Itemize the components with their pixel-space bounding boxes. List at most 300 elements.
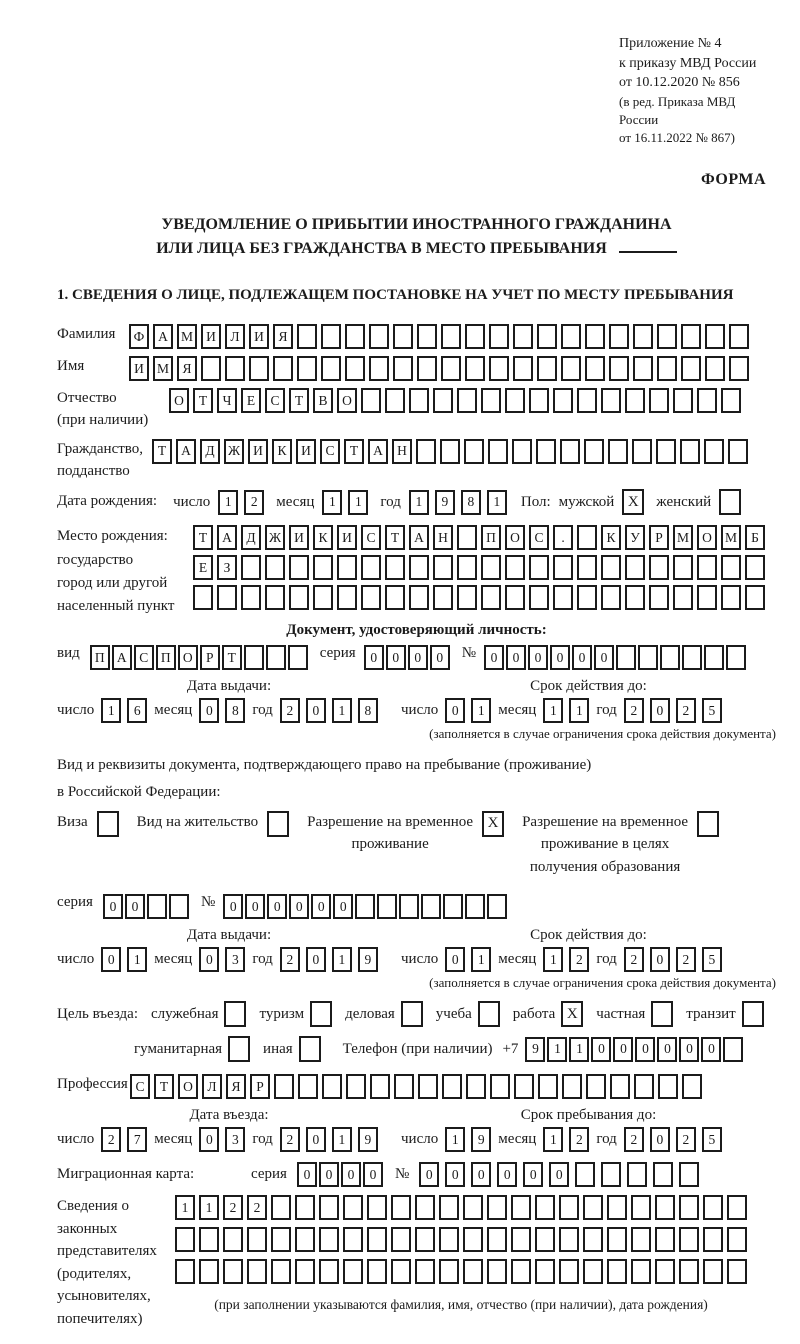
char-box[interactable]: Т xyxy=(193,388,213,413)
char-box[interactable] xyxy=(535,1227,555,1252)
char-box[interactable]: С xyxy=(130,1074,150,1099)
char-box[interactable] xyxy=(536,439,556,464)
char-box[interactable] xyxy=(583,1195,603,1220)
char-box[interactable] xyxy=(241,555,261,580)
char-box[interactable] xyxy=(322,1074,342,1099)
char-box[interactable] xyxy=(271,1195,291,1220)
char-box[interactable]: И xyxy=(337,525,357,550)
char-box[interactable]: И xyxy=(296,439,316,464)
char-box[interactable]: 2 xyxy=(280,1127,300,1152)
char-box[interactable] xyxy=(538,1074,558,1099)
char-box[interactable] xyxy=(481,388,501,413)
char-box[interactable] xyxy=(399,894,419,919)
char-box[interactable] xyxy=(369,324,389,349)
char-box[interactable] xyxy=(513,356,533,381)
char-box[interactable] xyxy=(463,1195,483,1220)
char-box[interactable]: 1 xyxy=(348,490,368,515)
char-box[interactable]: А xyxy=(368,439,388,464)
char-box[interactable]: 3 xyxy=(225,1127,245,1152)
char-box[interactable] xyxy=(553,585,573,610)
char-box[interactable] xyxy=(175,1259,195,1284)
char-box[interactable]: 0 xyxy=(572,645,592,670)
char-box[interactable] xyxy=(433,555,453,580)
char-box[interactable] xyxy=(562,1074,582,1099)
char-box[interactable]: О xyxy=(178,645,198,670)
char-box[interactable]: П xyxy=(481,525,501,550)
char-box[interactable]: В xyxy=(313,388,333,413)
char-box[interactable]: 9 xyxy=(358,1127,378,1152)
char-box[interactable] xyxy=(585,324,605,349)
char-box[interactable] xyxy=(391,1227,411,1252)
char-box[interactable] xyxy=(465,324,485,349)
char-box[interactable] xyxy=(705,356,725,381)
char-box[interactable] xyxy=(343,1259,363,1284)
char-box[interactable]: 0 xyxy=(497,1162,517,1187)
char-box[interactable] xyxy=(723,1037,743,1062)
char-box[interactable]: У xyxy=(625,525,645,550)
char-box[interactable] xyxy=(727,1195,747,1220)
char-box[interactable] xyxy=(682,645,702,670)
char-box[interactable]: Р xyxy=(649,525,669,550)
char-box[interactable] xyxy=(169,894,189,919)
char-box[interactable]: 5 xyxy=(702,1127,722,1152)
char-box[interactable] xyxy=(421,894,441,919)
purpose-option-checkbox[interactable] xyxy=(299,1036,321,1062)
char-box[interactable]: 0 xyxy=(333,894,353,919)
char-box[interactable] xyxy=(655,1195,675,1220)
char-box[interactable] xyxy=(638,645,658,670)
char-box[interactable] xyxy=(439,1259,459,1284)
char-box[interactable] xyxy=(487,1227,507,1252)
char-box[interactable] xyxy=(217,585,237,610)
char-box[interactable]: О xyxy=(697,525,717,550)
char-box[interactable]: 1 xyxy=(569,698,589,723)
char-box[interactable]: 1 xyxy=(543,698,563,723)
char-box[interactable] xyxy=(631,1259,651,1284)
char-box[interactable] xyxy=(361,585,381,610)
purpose-option-checkbox[interactable] xyxy=(742,1001,764,1027)
char-box[interactable] xyxy=(439,1227,459,1252)
char-box[interactable]: 0 xyxy=(364,645,384,670)
char-box[interactable]: 0 xyxy=(223,894,243,919)
char-box[interactable] xyxy=(726,645,746,670)
char-box[interactable] xyxy=(369,356,389,381)
char-box[interactable] xyxy=(271,1259,291,1284)
char-box[interactable]: 1 xyxy=(199,1195,219,1220)
char-box[interactable] xyxy=(415,1195,435,1220)
char-box[interactable] xyxy=(655,1259,675,1284)
char-box[interactable] xyxy=(537,356,557,381)
char-box[interactable]: 0 xyxy=(408,645,428,670)
char-box[interactable]: 0 xyxy=(419,1162,439,1187)
char-box[interactable]: И xyxy=(201,324,221,349)
char-box[interactable]: 0 xyxy=(386,645,406,670)
char-box[interactable] xyxy=(697,585,717,610)
char-box[interactable] xyxy=(391,1195,411,1220)
char-box[interactable] xyxy=(745,555,765,580)
char-box[interactable]: А xyxy=(112,645,132,670)
char-box[interactable] xyxy=(513,324,533,349)
char-box[interactable]: 2 xyxy=(223,1195,243,1220)
char-box[interactable] xyxy=(703,1259,723,1284)
char-box[interactable]: А xyxy=(176,439,196,464)
char-box[interactable] xyxy=(649,585,669,610)
char-box[interactable]: 0 xyxy=(445,1162,465,1187)
char-box[interactable] xyxy=(487,1195,507,1220)
char-box[interactable] xyxy=(265,555,285,580)
char-box[interactable] xyxy=(225,356,245,381)
char-box[interactable] xyxy=(673,555,693,580)
char-box[interactable]: 2 xyxy=(676,698,696,723)
char-box[interactable]: Я xyxy=(177,356,197,381)
purpose-option-checkbox[interactable] xyxy=(651,1001,673,1027)
char-box[interactable]: Т xyxy=(222,645,242,670)
char-box[interactable]: 1 xyxy=(543,1127,563,1152)
char-box[interactable]: 0 xyxy=(591,1037,611,1062)
char-box[interactable] xyxy=(745,585,765,610)
char-box[interactable] xyxy=(343,1227,363,1252)
char-box[interactable] xyxy=(201,356,221,381)
char-box[interactable] xyxy=(321,324,341,349)
char-box[interactable] xyxy=(575,1162,595,1187)
char-box[interactable]: А xyxy=(217,525,237,550)
visa-checkbox[interactable] xyxy=(97,811,119,837)
char-box[interactable]: Ж xyxy=(265,525,285,550)
char-box[interactable] xyxy=(361,388,381,413)
char-box[interactable] xyxy=(560,439,580,464)
char-box[interactable] xyxy=(439,1195,459,1220)
char-box[interactable] xyxy=(443,894,463,919)
char-box[interactable] xyxy=(457,555,477,580)
char-box[interactable] xyxy=(457,388,477,413)
char-box[interactable] xyxy=(440,439,460,464)
char-box[interactable] xyxy=(658,1074,678,1099)
char-box[interactable]: Е xyxy=(241,388,261,413)
char-box[interactable] xyxy=(442,1074,462,1099)
char-box[interactable] xyxy=(313,585,333,610)
char-box[interactable]: П xyxy=(90,645,110,670)
char-box[interactable] xyxy=(298,1074,318,1099)
char-box[interactable]: 2 xyxy=(280,947,300,972)
char-box[interactable] xyxy=(697,555,717,580)
char-box[interactable] xyxy=(345,324,365,349)
char-box[interactable] xyxy=(223,1259,243,1284)
char-box[interactable]: Н xyxy=(433,525,453,550)
char-box[interactable] xyxy=(584,439,604,464)
char-box[interactable] xyxy=(511,1227,531,1252)
char-box[interactable] xyxy=(489,356,509,381)
char-box[interactable]: 0 xyxy=(701,1037,721,1062)
char-box[interactable]: М xyxy=(177,324,197,349)
char-box[interactable] xyxy=(721,585,741,610)
char-box[interactable] xyxy=(288,645,308,670)
char-box[interactable] xyxy=(244,645,264,670)
char-box[interactable]: 0 xyxy=(528,645,548,670)
char-box[interactable]: 1 xyxy=(487,490,507,515)
char-box[interactable] xyxy=(487,1259,507,1284)
char-box[interactable]: Р xyxy=(200,645,220,670)
char-box[interactable] xyxy=(703,1195,723,1220)
char-box[interactable] xyxy=(512,439,532,464)
char-box[interactable] xyxy=(367,1259,387,1284)
char-box[interactable] xyxy=(241,585,261,610)
char-box[interactable]: Ф xyxy=(129,324,149,349)
char-box[interactable]: О xyxy=(337,388,357,413)
char-box[interactable] xyxy=(649,388,669,413)
char-box[interactable]: 1 xyxy=(569,1037,589,1062)
char-box[interactable] xyxy=(656,439,676,464)
char-box[interactable]: 0 xyxy=(484,645,504,670)
char-box[interactable] xyxy=(266,645,286,670)
char-box[interactable] xyxy=(697,388,717,413)
char-box[interactable] xyxy=(601,388,621,413)
char-box[interactable] xyxy=(625,388,645,413)
char-box[interactable]: К xyxy=(601,525,621,550)
char-box[interactable]: О xyxy=(178,1074,198,1099)
char-box[interactable] xyxy=(289,585,309,610)
char-box[interactable] xyxy=(559,1195,579,1220)
char-box[interactable]: 2 xyxy=(624,947,644,972)
char-box[interactable] xyxy=(355,894,375,919)
char-box[interactable] xyxy=(295,1227,315,1252)
char-box[interactable] xyxy=(441,356,461,381)
char-box[interactable]: 2 xyxy=(676,947,696,972)
purpose-option-checkbox[interactable] xyxy=(401,1001,423,1027)
char-box[interactable]: Д xyxy=(241,525,261,550)
char-box[interactable]: 0 xyxy=(125,894,145,919)
char-box[interactable] xyxy=(487,894,507,919)
char-box[interactable] xyxy=(417,356,437,381)
char-box[interactable] xyxy=(681,324,701,349)
char-box[interactable]: 6 xyxy=(127,698,147,723)
char-box[interactable] xyxy=(488,439,508,464)
char-box[interactable]: Т xyxy=(193,525,213,550)
char-box[interactable]: 7 xyxy=(127,1127,147,1152)
char-box[interactable] xyxy=(361,555,381,580)
char-box[interactable] xyxy=(367,1227,387,1252)
char-box[interactable] xyxy=(660,645,680,670)
char-box[interactable] xyxy=(586,1074,606,1099)
char-box[interactable] xyxy=(721,555,741,580)
char-box[interactable]: 0 xyxy=(549,1162,569,1187)
char-box[interactable] xyxy=(193,585,213,610)
char-box[interactable] xyxy=(625,555,645,580)
char-box[interactable] xyxy=(289,555,309,580)
char-box[interactable] xyxy=(321,356,341,381)
char-box[interactable] xyxy=(409,388,429,413)
char-box[interactable]: З xyxy=(217,555,237,580)
char-box[interactable]: 0 xyxy=(430,645,450,670)
char-box[interactable]: 0 xyxy=(594,645,614,670)
char-box[interactable]: 1 xyxy=(445,1127,465,1152)
char-box[interactable]: 0 xyxy=(319,1162,339,1187)
char-box[interactable] xyxy=(147,894,167,919)
char-box[interactable]: 1 xyxy=(543,947,563,972)
char-box[interactable]: 0 xyxy=(650,947,670,972)
char-box[interactable] xyxy=(415,1259,435,1284)
char-box[interactable] xyxy=(391,1259,411,1284)
char-box[interactable]: Я xyxy=(273,324,293,349)
char-box[interactable]: Н xyxy=(392,439,412,464)
char-box[interactable] xyxy=(433,388,453,413)
char-box[interactable]: И xyxy=(129,356,149,381)
char-box[interactable] xyxy=(607,1259,627,1284)
char-box[interactable] xyxy=(634,1074,654,1099)
char-box[interactable] xyxy=(559,1227,579,1252)
char-box[interactable]: Т xyxy=(152,439,172,464)
char-box[interactable]: Ж xyxy=(224,439,244,464)
char-box[interactable]: 0 xyxy=(635,1037,655,1062)
char-box[interactable]: М xyxy=(721,525,741,550)
char-box[interactable] xyxy=(319,1195,339,1220)
char-box[interactable]: 5 xyxy=(702,947,722,972)
char-box[interactable] xyxy=(394,1074,414,1099)
char-box[interactable] xyxy=(633,324,653,349)
char-box[interactable] xyxy=(625,585,645,610)
char-box[interactable] xyxy=(464,439,484,464)
char-box[interactable] xyxy=(601,1162,621,1187)
char-box[interactable]: А xyxy=(153,324,173,349)
char-box[interactable]: Т xyxy=(344,439,364,464)
char-box[interactable] xyxy=(529,555,549,580)
char-box[interactable] xyxy=(514,1074,534,1099)
char-box[interactable]: И xyxy=(249,324,269,349)
char-box[interactable]: 0 xyxy=(506,645,526,670)
char-box[interactable] xyxy=(729,324,749,349)
char-box[interactable] xyxy=(616,645,636,670)
purpose-option-checkbox[interactable]: X xyxy=(561,1001,583,1027)
char-box[interactable]: Ч xyxy=(217,388,237,413)
char-box[interactable] xyxy=(608,439,628,464)
char-box[interactable] xyxy=(681,356,701,381)
char-box[interactable]: 1 xyxy=(332,1127,352,1152)
char-box[interactable] xyxy=(657,324,677,349)
char-box[interactable]: 2 xyxy=(624,1127,644,1152)
char-box[interactable] xyxy=(727,1259,747,1284)
char-box[interactable]: 0 xyxy=(245,894,265,919)
char-box[interactable] xyxy=(609,356,629,381)
char-box[interactable]: 1 xyxy=(547,1037,567,1062)
char-box[interactable]: 1 xyxy=(409,490,429,515)
char-box[interactable] xyxy=(457,525,477,550)
char-box[interactable] xyxy=(561,356,581,381)
char-box[interactable]: О xyxy=(505,525,525,550)
char-box[interactable]: 8 xyxy=(461,490,481,515)
char-box[interactable] xyxy=(489,324,509,349)
char-box[interactable]: 0 xyxy=(306,947,326,972)
char-box[interactable]: 0 xyxy=(103,894,123,919)
char-box[interactable]: 1 xyxy=(471,698,491,723)
char-box[interactable] xyxy=(601,585,621,610)
char-box[interactable]: 1 xyxy=(101,698,121,723)
char-box[interactable]: 1 xyxy=(332,947,352,972)
char-box[interactable]: Т xyxy=(289,388,309,413)
char-box[interactable] xyxy=(680,439,700,464)
char-box[interactable]: . xyxy=(553,525,573,550)
char-box[interactable] xyxy=(247,1259,267,1284)
char-box[interactable]: С xyxy=(320,439,340,464)
char-box[interactable]: 1 xyxy=(471,947,491,972)
char-box[interactable] xyxy=(377,894,397,919)
char-box[interactable]: Б xyxy=(745,525,765,550)
char-box[interactable] xyxy=(577,555,597,580)
char-box[interactable] xyxy=(529,388,549,413)
char-box[interactable]: 1 xyxy=(332,698,352,723)
char-box[interactable]: С xyxy=(361,525,381,550)
char-box[interactable]: С xyxy=(265,388,285,413)
char-box[interactable] xyxy=(673,585,693,610)
char-box[interactable]: 3 xyxy=(225,947,245,972)
char-box[interactable]: 8 xyxy=(358,698,378,723)
char-box[interactable]: М xyxy=(153,356,173,381)
char-box[interactable] xyxy=(631,1195,651,1220)
char-box[interactable] xyxy=(271,1227,291,1252)
residence-permit-checkbox[interactable] xyxy=(267,811,289,837)
char-box[interactable] xyxy=(343,1195,363,1220)
char-box[interactable] xyxy=(535,1195,555,1220)
char-box[interactable]: 0 xyxy=(523,1162,543,1187)
char-box[interactable] xyxy=(511,1259,531,1284)
char-box[interactable] xyxy=(505,388,525,413)
char-box[interactable]: М xyxy=(673,525,693,550)
char-box[interactable]: 0 xyxy=(267,894,287,919)
char-box[interactable]: 1 xyxy=(127,947,147,972)
char-box[interactable]: 2 xyxy=(624,698,644,723)
char-box[interactable] xyxy=(295,1259,315,1284)
char-box[interactable]: Е xyxy=(193,555,213,580)
temp-residence-checkbox[interactable]: X xyxy=(482,811,504,837)
char-box[interactable]: 8 xyxy=(225,698,245,723)
char-box[interactable]: 0 xyxy=(101,947,121,972)
char-box[interactable]: 0 xyxy=(445,698,465,723)
char-box[interactable]: А xyxy=(409,525,429,550)
char-box[interactable] xyxy=(385,555,405,580)
char-box[interactable] xyxy=(441,324,461,349)
char-box[interactable] xyxy=(577,585,597,610)
char-box[interactable]: 0 xyxy=(306,1127,326,1152)
char-box[interactable] xyxy=(585,356,605,381)
char-box[interactable] xyxy=(199,1227,219,1252)
char-box[interactable] xyxy=(649,555,669,580)
char-box[interactable]: С xyxy=(529,525,549,550)
char-box[interactable] xyxy=(319,1227,339,1252)
char-box[interactable]: 2 xyxy=(247,1195,267,1220)
char-box[interactable] xyxy=(721,388,741,413)
char-box[interactable] xyxy=(223,1227,243,1252)
char-box[interactable]: 5 xyxy=(702,698,722,723)
char-box[interactable] xyxy=(704,645,724,670)
char-box[interactable] xyxy=(199,1259,219,1284)
char-box[interactable]: Р xyxy=(250,1074,270,1099)
char-box[interactable]: О xyxy=(169,388,189,413)
char-box[interactable] xyxy=(490,1074,510,1099)
char-box[interactable] xyxy=(247,1227,267,1252)
char-box[interactable]: П xyxy=(156,645,176,670)
purpose-option-checkbox[interactable] xyxy=(228,1036,250,1062)
char-box[interactable] xyxy=(465,356,485,381)
char-box[interactable]: Т xyxy=(154,1074,174,1099)
char-box[interactable] xyxy=(705,324,725,349)
char-box[interactable] xyxy=(577,388,597,413)
char-box[interactable]: 0 xyxy=(613,1037,633,1062)
char-box[interactable] xyxy=(505,585,525,610)
char-box[interactable]: Л xyxy=(225,324,245,349)
char-box[interactable] xyxy=(265,585,285,610)
char-box[interactable] xyxy=(682,1074,702,1099)
char-box[interactable]: 0 xyxy=(199,698,219,723)
char-box[interactable] xyxy=(418,1074,438,1099)
char-box[interactable] xyxy=(466,1074,486,1099)
